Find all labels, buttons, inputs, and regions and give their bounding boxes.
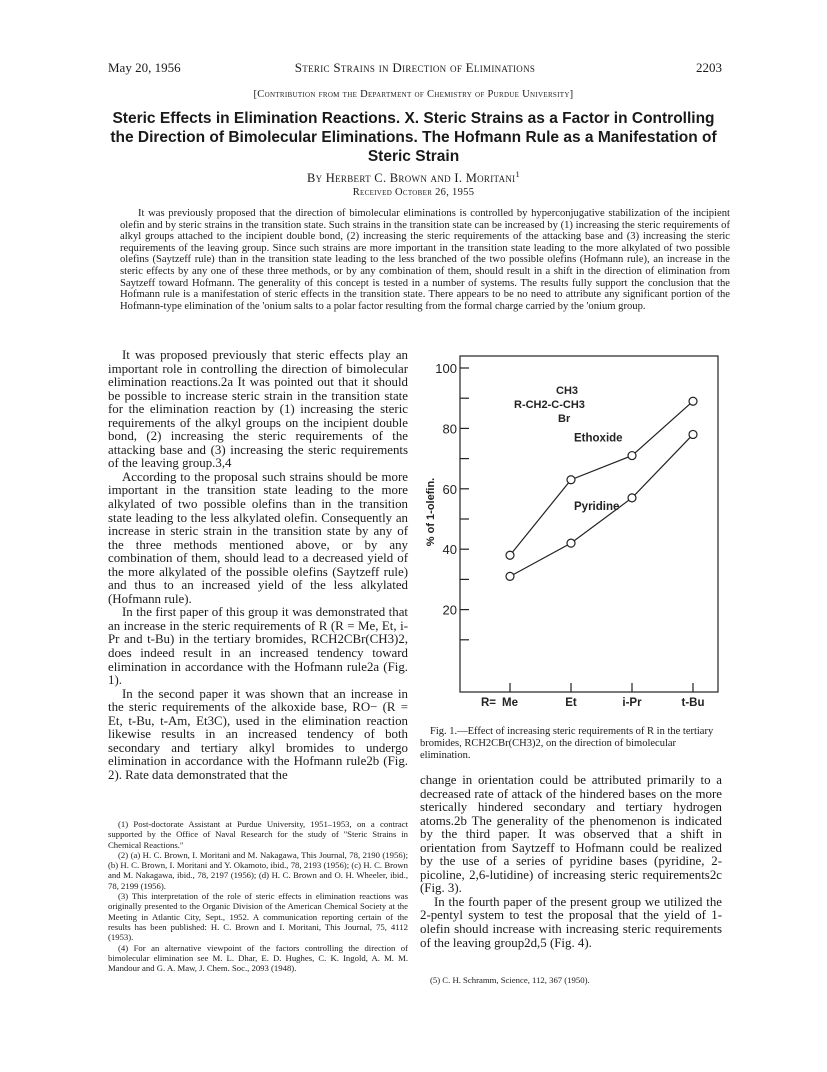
abstract: It was previously proposed that the direction of bimolecular eliminations is controlled by hyperconjugative stabilization of the incipient olefin and by steric strains in the transition state. Such strains in the transition state can be increased by (1) increasing the steric requirements of alkyl groups attached to the incipient double bond, (2) increasing the steric requirements of the attacking base and (3) increasing the steric requirements of the leaving group. Since such strains are more important in the transition state leading to the more alkylated of two possible olefins (Saytzeff rule) than in the transition state leading to the less branched of the two possible olefins (Hofmann rule), an increase in the steric effects by any one of these three methods, or by any combination of them, should result in a shift in the direction of elimination from Saytzeff toward Hofmann. The generality of this concept is tested in a number of systems. The results fully support the conclusion that the Hofmann rule is a manifestation of steric effects in the transition state. There appears to be no need to attribute any significant portion of the Hofmann-type elimination of the 'onium salts to a polar factor resulting from the formal charge carried by the 'onium group.: [120, 208, 730, 312]
right-column: [420, 774, 722, 950]
received-date: Received October 26, 1955: [352, 187, 475, 198]
structure-br: Br: [558, 413, 571, 425]
byline-text: By Herbert C. Brown and I. Moritani: [306, 171, 516, 185]
paragraph-5: change in orientation could be attributed primarily to a decreased rate of attack of the hindered bases on the more sterically hindered secondary and tertiary hydrogen atoms.2b The generality of the phenomenon is indicated by the third paper. It was observed that a shift in orientation from Saytzeff to Hofmann could be realized by the use of a series of pyridine bases (pyridine, 2-picoline, 2,6-lutidine) of increasing steric requirements2c (Fig. 3).: [420, 773, 722, 896]
figure-1-caption: Fig. 1.—Effect of increasing steric requirements of R in the tertiary bromides, RCH2CBr(CH3)2, on the direction of bimolecular elimination.: [420, 726, 714, 761]
footnote-5-text: (5) C. H. Schramm, Science, 112, 367 (1950).: [430, 975, 590, 985]
footnotes: [108, 819, 408, 973]
footnote-5: [420, 975, 722, 985]
data-point: [506, 572, 514, 580]
y-axis-label: % of 1-olefin.: [425, 477, 437, 547]
article-title: [100, 109, 727, 166]
paragraph-6: In the fourth paper of the present group we utilized the 2-pentyl system to test the proposal that the yield of 1-olefin should increase with increasing steric requirements of the leaving group2d,5 (Fig. 4).: [420, 894, 722, 950]
title-line-2: the Direction of Bimolecular Eliminations. The Hofmann Rule as a Manifestation of: [110, 129, 717, 146]
data-point: [567, 539, 575, 547]
structure-main: R-CH2-C-CH3: [514, 399, 585, 411]
page-number: 2203: [696, 60, 722, 75]
x-tick-label: Me: [502, 697, 518, 709]
left-column: [108, 349, 408, 783]
structure-ch3: CH3: [556, 385, 579, 397]
title-line-3: Steric Strain: [367, 148, 460, 165]
footnote-1: (1) Post-doctorate Assistant at Purdue University, 1951–1953, on a contract supported by the Office of Naval Research for the study of "Steric Strains in Chemical Reactions.": [108, 819, 408, 850]
y-tick-label: 60: [442, 481, 457, 497]
x-tick-label: Et: [565, 697, 577, 709]
data-point: [689, 397, 697, 405]
y-tick-label: 20: [442, 602, 457, 618]
running-title: Steric Strains in Direction of Eliminations: [294, 60, 536, 75]
footnote-3: (3) This interpretation of the role of steric effects in elimination reactions was originally presented to the Organic Division of the American Chemical Society at the Meeting in Atlantic City, Sept., 1952. A communication reporting certain of the results has been published: H. C. Brown and I. Moritani, This Journal, 75, 4112 (1953).: [108, 891, 408, 943]
x-tick-label: i-Pr: [622, 697, 642, 709]
series-line-ethoxide: [510, 401, 693, 555]
byline-footnote-mark: 1: [515, 168, 521, 179]
figure-1-chart: [418, 350, 728, 720]
y-tick-label: 40: [442, 542, 457, 558]
plot-frame: [460, 356, 718, 692]
data-point: [689, 430, 697, 438]
y-tick-label: 80: [442, 421, 457, 437]
x-axis-prefix: R=: [480, 697, 496, 709]
data-point: [506, 551, 514, 559]
y-tick-label: 100: [435, 361, 457, 376]
footnote-2: (2) (a) H. C. Brown, I. Moritani and M. Nakagawa, This Journal, 78, 2190 (1956); (b) H. C. Brown, I. Moritani and Y. Okamoto, ibid., 78, 2193 (1956); (c) H. C. Brown and M. Nakagawa, ibid., 78, 2197 (1956); (d) H. C. Brown and O. H. Wheeler, ibid., 78, 2199 (1956).: [108, 849, 408, 891]
series-label: Ethoxide: [574, 432, 623, 445]
title-line-1: Steric Effects in Elimination Reactions. X. Steric Strains as a Factor in Controlling: [112, 110, 715, 127]
data-point: [628, 494, 636, 502]
data-point: [628, 452, 636, 460]
data-point: [567, 476, 575, 484]
byline: [100, 168, 727, 186]
paragraph-3: In the first paper of this group it was demonstrated that an increase in the steric requirements of R (R = Me, Et, i-Pr and t-Bu) in the tertiary bromides, RCH2CBr(CH3)2, does indeed result in an increased tendency toward elimination in accordance with the Hofmann rule2a (Fig. 1).: [108, 605, 408, 688]
paragraph-2: According to the proposal such strains should be more important in the transition state leading to the more alkylated of two possible olefins than in the transition state leading to the less alkylated olefin. Consequently an increase in steric strain in the transition state by any of the three methods mentioned above, or by any combination of them, should lead to a decreased yield of the more alkylated of the possible olefins (Saytzeff rule) and thus to an increased yield of the less alkylated (Hofmann rule).: [108, 469, 408, 606]
paragraph-1: It was proposed previously that steric effects play an important role in controlling the direction of bimolecular elimination reactions.2a It was pointed out that it should be possible to increase steric strain in the transition state for the elimination reaction by (1) increasing the steric requirements of the alkyl groups on the incipient double bond, (2) increasing the steric requirements of the attacking base and (3) increasing the steric requirements of the leaving group.3,4: [108, 348, 408, 471]
header-date: May 20, 1956: [108, 60, 181, 75]
x-tick-label: t-Bu: [681, 697, 705, 709]
footnote-4: (4) For an alternative viewpoint of the factors controlling the direction of bimolecular elimination see M. L. Dhar, E. D. Hughes, C. K. Ingold, A. M. M. Mandour and G. A. Maw, J. Chem. Soc., 2093 (1948).: [108, 942, 408, 974]
paragraph-4: In the second paper it was shown that an increase in the steric requirements of the alkoxide base, RO− (R = Et, t-Bu, t-Am, Et3C), used in the elimination reaction likewise results in an increased tendency of both secondary and tertiary alkyl bromides to undergo elimination in accordance with the Hofmann rule2b (Fig. 2). Rate data demonstrated that the: [108, 686, 408, 782]
series-label: Pyridine: [574, 500, 620, 513]
contribution-line: [Contribution from the Department of Chemistry of Purdue University]: [253, 89, 574, 100]
